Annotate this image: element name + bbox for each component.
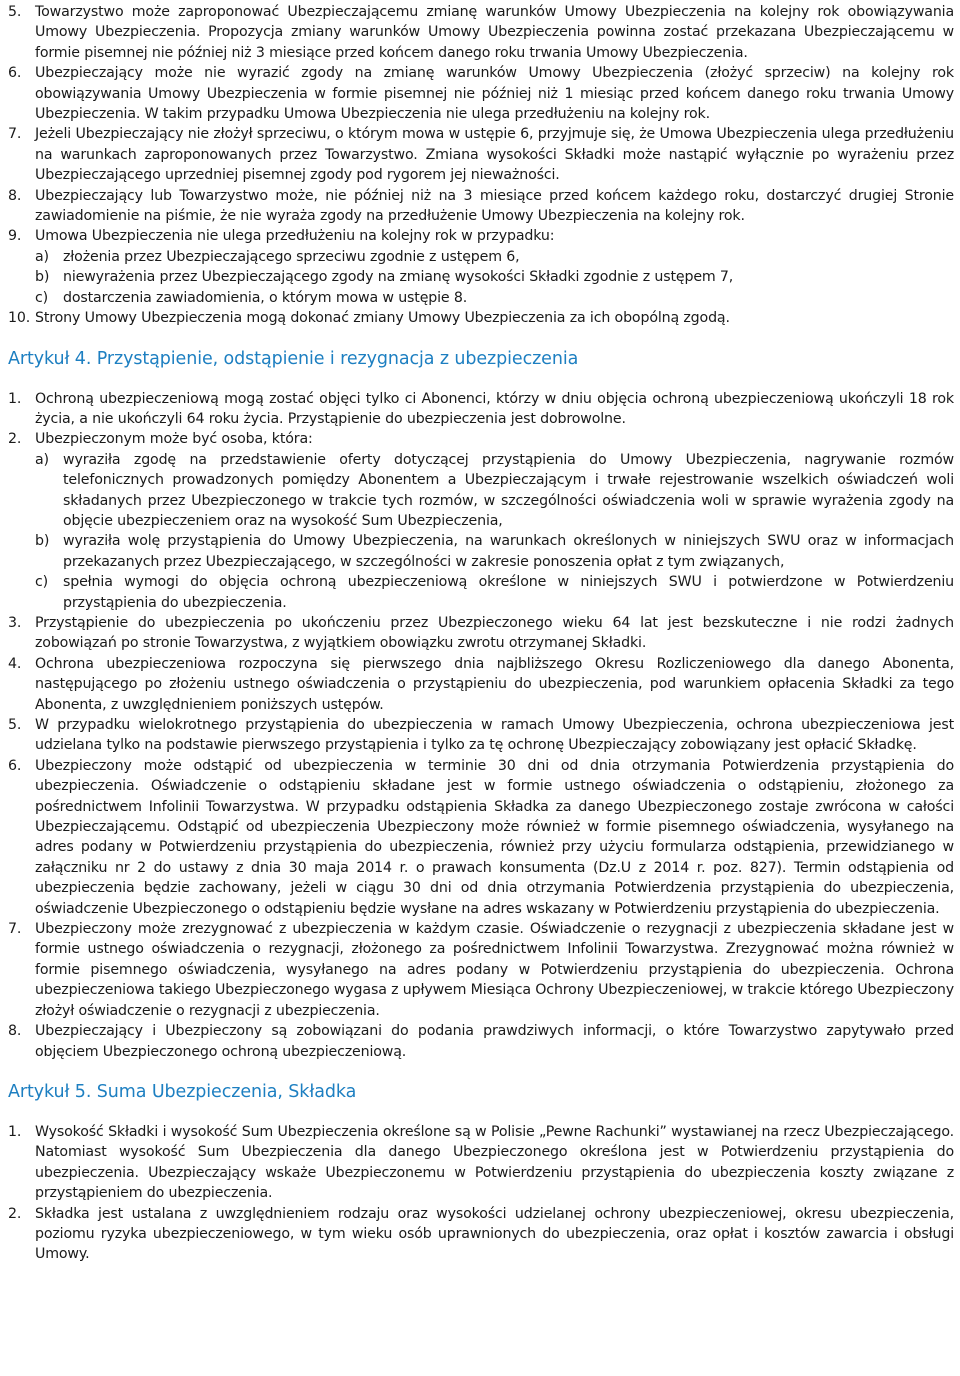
section-3-list xyxy=(8,2,954,329)
paragraph-5 xyxy=(8,2,954,63)
item-number: 6. xyxy=(8,65,22,82)
sub-item-text: niewyrażenia przez Ubezpieczającego zgody na zmianę wysokości Składki zgodnie z ustępem 7, xyxy=(63,269,734,286)
sub-item-letter: b) xyxy=(35,269,50,286)
item-number: 7. xyxy=(8,921,22,938)
art4-paragraph-8 xyxy=(8,1021,954,1062)
sub-item-text: złożenia przez Ubezpieczającego sprzeciwu zgodnie z ustępem 6, xyxy=(63,248,520,265)
art4-paragraph-6 xyxy=(8,756,954,919)
item-text: Przystąpienie do ubezpieczenia po ukończeniu przez Ubezpieczonego wieku 64 lat jest bezskuteczne i nie rodzi żadnych zobowiązań po stronie Towarzystwa, z wyjątkiem obowiązku zwrotu otrzymanej Składki. xyxy=(35,614,954,652)
art4-paragraph-3 xyxy=(8,613,954,654)
sub-item-c xyxy=(35,288,954,308)
item-text: Ubezpieczający lub Towarzystwo może, nie później niż na 3 miesiące przed końcem każdego roku, dostarczyć drugiej Stronie zawiadomienie na piśmie, że nie wyraża zgody na przedłużenie Umowy Ubezpieczenia na kolejny rok. xyxy=(35,187,954,225)
item-text: Składka jest ustalana z uwzględnieniem rodzaju oraz wysokości udzielanej ochrony ubezpieczeniowej, okresu ubezpieczenia, poziomu ryzyka ubezpieczeniowego, w tym wieku osób uprawnionych do ubezpieczenia, oraz opłat i kosztów zawarcia i obsługi Umowy. xyxy=(35,1205,954,1263)
art4-sub-item-b xyxy=(35,531,954,572)
item-number: 8. xyxy=(8,1023,22,1040)
item-number: 2. xyxy=(8,1205,22,1222)
sub-item-a xyxy=(35,247,954,267)
item-text: W przypadku wielokrotnego przystąpienia do ubezpieczenia w ramach Umowy Ubezpieczenia, ochrona ubezpieczeniowa jest udzielana tylko na podstawie pierwszego przystąpienia i tylko za tę ochronę Ubezpieczający zobowiązany jest opłacić Składkę. xyxy=(35,717,954,754)
sub-item-text: dostarczenia zawiadomienia, o którym mowa w ustępie 8. xyxy=(63,289,468,306)
item-text: Towarzystwo może zaproponować Ubezpieczającemu zmianę warunków Umowy Ubezpieczenia na kolejny rok obowiązywania Umowy Ubezpieczenia. Propozycja zmiany warunków Umowy Ubezpieczenia powinna zostać przekazana Ubezpieczającemu w formie pisemnej nie później niż 3 miesiące przed końcem danego roku trwania Umowy Ubezpieczenia. xyxy=(35,4,954,61)
sub-item-text: spełnia wymogi do objęcia ochroną ubezpieczeniową określone w niniejszych SWU i potwierdzone w Potwierdzeniu przystąpienia do ubezpieczenia. xyxy=(63,574,954,611)
item-text: Ubezpieczony może zrezygnować z ubezpieczenia w każdym czasie. Oświadczenie o rezygnacji z ubezpieczenia składane jest w formie ustnego oświadczenia o rezygnacji, złożonego za pośrednictwem Infolinii Towarzystwa. Zrezygnować można również w formie pisemnego oświadczenia, wysyłanego na adres podany w Potwierdzeniu przystąpienia do ubezpieczenia. Ochrona ubezpieczeniowa takiego Ubezpieczonego wygasa z upływem Miesiąca Ochrony Ubezpieczeniowej, w trakcie którego Ubezpieczony złożył oświadczenie o rezygnacji z ubezpieczenia. xyxy=(35,921,954,1019)
item-number: 5. xyxy=(8,717,22,733)
item-text: Strony Umowy Ubezpieczenia mogą dokonać zmiany Umowy Ubezpieczenia za ich obopólną zgodą. xyxy=(35,310,730,327)
sub-item-letter: b) xyxy=(35,533,50,550)
art5-paragraph-1 xyxy=(8,1122,954,1204)
article-5-prefix: Artykuł 5. xyxy=(8,1081,92,1102)
item-number: 7. xyxy=(8,126,22,143)
item-text: Ochroną ubezpieczeniową mogą zostać objęci tylko ci Abonenci, którzy w dniu objęcia ochroną ubezpieczeniową ukończyli 18 rok życia, a nie ukończyli 64 roku życia. Przystąpienie do ubezpieczenia jest dobrowolne. xyxy=(35,390,954,427)
item-text: Ochrona ubezpieczeniowa rozpoczyna się pierwszego dnia najbliższego Okresu Rozliczeniowego dla danego Abonenta, następującego po złożeniu ustnego oświadczenia o przystąpieniu do ubezpieczenia, pod warunkiem opłacenia Składki za tego Abonenta, z uwzględnieniem poniższych ustępów. xyxy=(35,655,954,713)
item-number: 3. xyxy=(8,614,22,631)
item-number: 9. xyxy=(8,228,22,245)
paragraph-10 xyxy=(8,308,954,328)
item-number: 4. xyxy=(8,655,22,672)
item-number: 2. xyxy=(8,431,22,448)
art4-paragraph-4 xyxy=(8,654,954,715)
item-text: Umowa Ubezpieczenia nie ulega przedłużeniu na kolejny rok w przypadku: xyxy=(35,228,555,245)
item-text: Ubezpieczony może odstąpić od ubezpieczenia w terminie 30 dni od dnia otrzymania Potwierdzenia przystąpienia do ubezpieczenia. Oświadczenie o odstąpieniu składane jest w formie ustnego oświadczenia o odstąpieniu, złożonego za pośrednictwem Infolinii Towarzystwa. W przypadku odstąpienia Składka za danego Ubezpieczonego zostaje zwrócona w całości Ubezpieczającemu. Odstąpić od ubezpieczenia Ubezpieczony może również w formie pisemnego oświadczenia, wysyłanego na adres podany w Potwierdzeniu przystąpienia do ubezpieczenia, również przy użyciu formularza odstąpienia, przewidzianego w załączniku nr 2 do ustawy z dnia 30 maja 2014 r. o prawach konsumenta (Dz.U z 2014 r. poz. 827). Termin odstąpienia od ubezpieczenia będzie zachowany, jeżeli w ciągu 30 dni od dnia otrzymania Potwierdzenia przystąpienia do ubezpieczenia, oświadczenie Ubezpieczonego o odstąpieniu będzie wysłane na adres wskazany w Potwierdzeniu przystąpienia do ubezpieczenia. xyxy=(35,757,954,917)
item-text: Jeżeli Ubezpieczający nie złożył sprzeciwu, o którym mowa w ustępie 6, przyjmuje się, że Umowa Ubezpieczenia ulega przedłużeniu na warunkach zaproponowanych przez Towarzystwo. Zmiana wysokości Składki może nastąpić wyłącznie po wyrażeniu przez Ubezpieczającego uprzedniej pisemnej zgody pod rygorem jej nieważności. xyxy=(35,126,954,184)
paragraph-6 xyxy=(8,63,954,124)
article-4-prefix: Artykuł 4. xyxy=(8,348,92,369)
art4-sub-item-a xyxy=(35,450,954,532)
article-5-list xyxy=(8,1122,954,1265)
article-4-list xyxy=(8,389,954,1062)
paragraph-8 xyxy=(8,186,954,227)
item-text: Ubezpieczonym może być osoba, która: xyxy=(35,431,313,448)
sub-item-letter: a) xyxy=(35,451,49,468)
sub-item-b xyxy=(35,267,954,287)
article-4-title: Przystąpienie, odstąpienie i rezygnacja z ubezpieczenia xyxy=(96,348,579,369)
sub-item-letter: a) xyxy=(35,248,49,265)
art4-paragraph-2 xyxy=(8,429,954,449)
article-4-heading xyxy=(8,348,954,370)
sub-item-text: wyraziła wolę przystąpienia do Umowy Ubezpieczenia, na warunkach określonych w niniejszych SWU oraz w informacjach przekazanych przez Ubezpieczającego, w szczególności w zakresie ponoszenia opłat z tym związanych, xyxy=(63,533,954,570)
paragraph-9 xyxy=(8,226,954,246)
item-number: 5. xyxy=(8,4,22,20)
sub-item-letter: c) xyxy=(35,289,49,306)
item-text: Ubezpieczający może nie wyrazić zgody na zmianę warunków Umowy Ubezpieczenia (złożyć sprzeciw) na kolejny rok obowiązywania Umowy Ubezpieczenia w formie pisemnej nie później niż 1 miesiąc przed końcem danego roku trwania Umowy Ubezpieczenia. W takim przypadku Umowa Ubezpieczenia nie ulega przedłużeniu na kolejny rok. xyxy=(35,65,954,123)
item-number: 6. xyxy=(8,757,22,774)
art4-paragraph-1 xyxy=(8,389,954,430)
sub-item-letter: c) xyxy=(35,574,49,591)
item-number: 1. xyxy=(8,390,22,407)
item-number: 8. xyxy=(8,187,22,204)
item-number: 1. xyxy=(8,1123,22,1140)
item-text: Ubezpieczający i Ubezpieczony są zobowiązani do podania prawdziwych informacji, o które Towarzystwo zapytywało przed objęciem Ubezpieczonego ochroną ubezpieczeniową. xyxy=(35,1023,954,1060)
art5-paragraph-2 xyxy=(8,1204,954,1265)
sub-item-text: wyraziła zgodę na przedstawienie oferty dotyczącej przystąpienia do Umowy Ubezpieczenia, nagrywanie rozmów telefonicznych prowadzonych pomiędzy Abonentem a Ubezpieczającym i trwałe rejestrowanie wszelkich oświadczeń woli składanych przez Ubezpieczonego w trakcie tych rozmów, w szczególności oświadczenia woli w sprawie wyrażenia zgody na objęcie ubezpieczeniem oraz na wysokość Sum Ubezpieczenia, xyxy=(63,451,954,529)
paragraph-7 xyxy=(8,124,954,185)
item-number: 10. xyxy=(8,310,31,327)
art4-paragraph-5 xyxy=(8,715,954,756)
article-5-title: Suma Ubezpieczenia, Składka xyxy=(96,1081,357,1102)
art4-sub-item-c xyxy=(35,572,954,613)
art4-paragraph-7 xyxy=(8,919,954,1021)
article-5-heading xyxy=(8,1081,954,1103)
item-text: Wysokość Składki i wysokość Sum Ubezpieczenia określone są w Polisie „Pewne Rachunki” wystawianej na rzecz Ubezpieczającego. Natomiast wysokość Sum Ubezpieczenia dla danego Ubezpieczonego określona jest w Potwierdzeniu przystąpienia do ubezpieczenia. Ubezpieczający wskaże Ubezpieczonemu w Potwierdzeniu przystąpienia do ubezpieczenia koszty związane z przystąpieniem do ubezpieczenia. xyxy=(35,1123,954,1202)
